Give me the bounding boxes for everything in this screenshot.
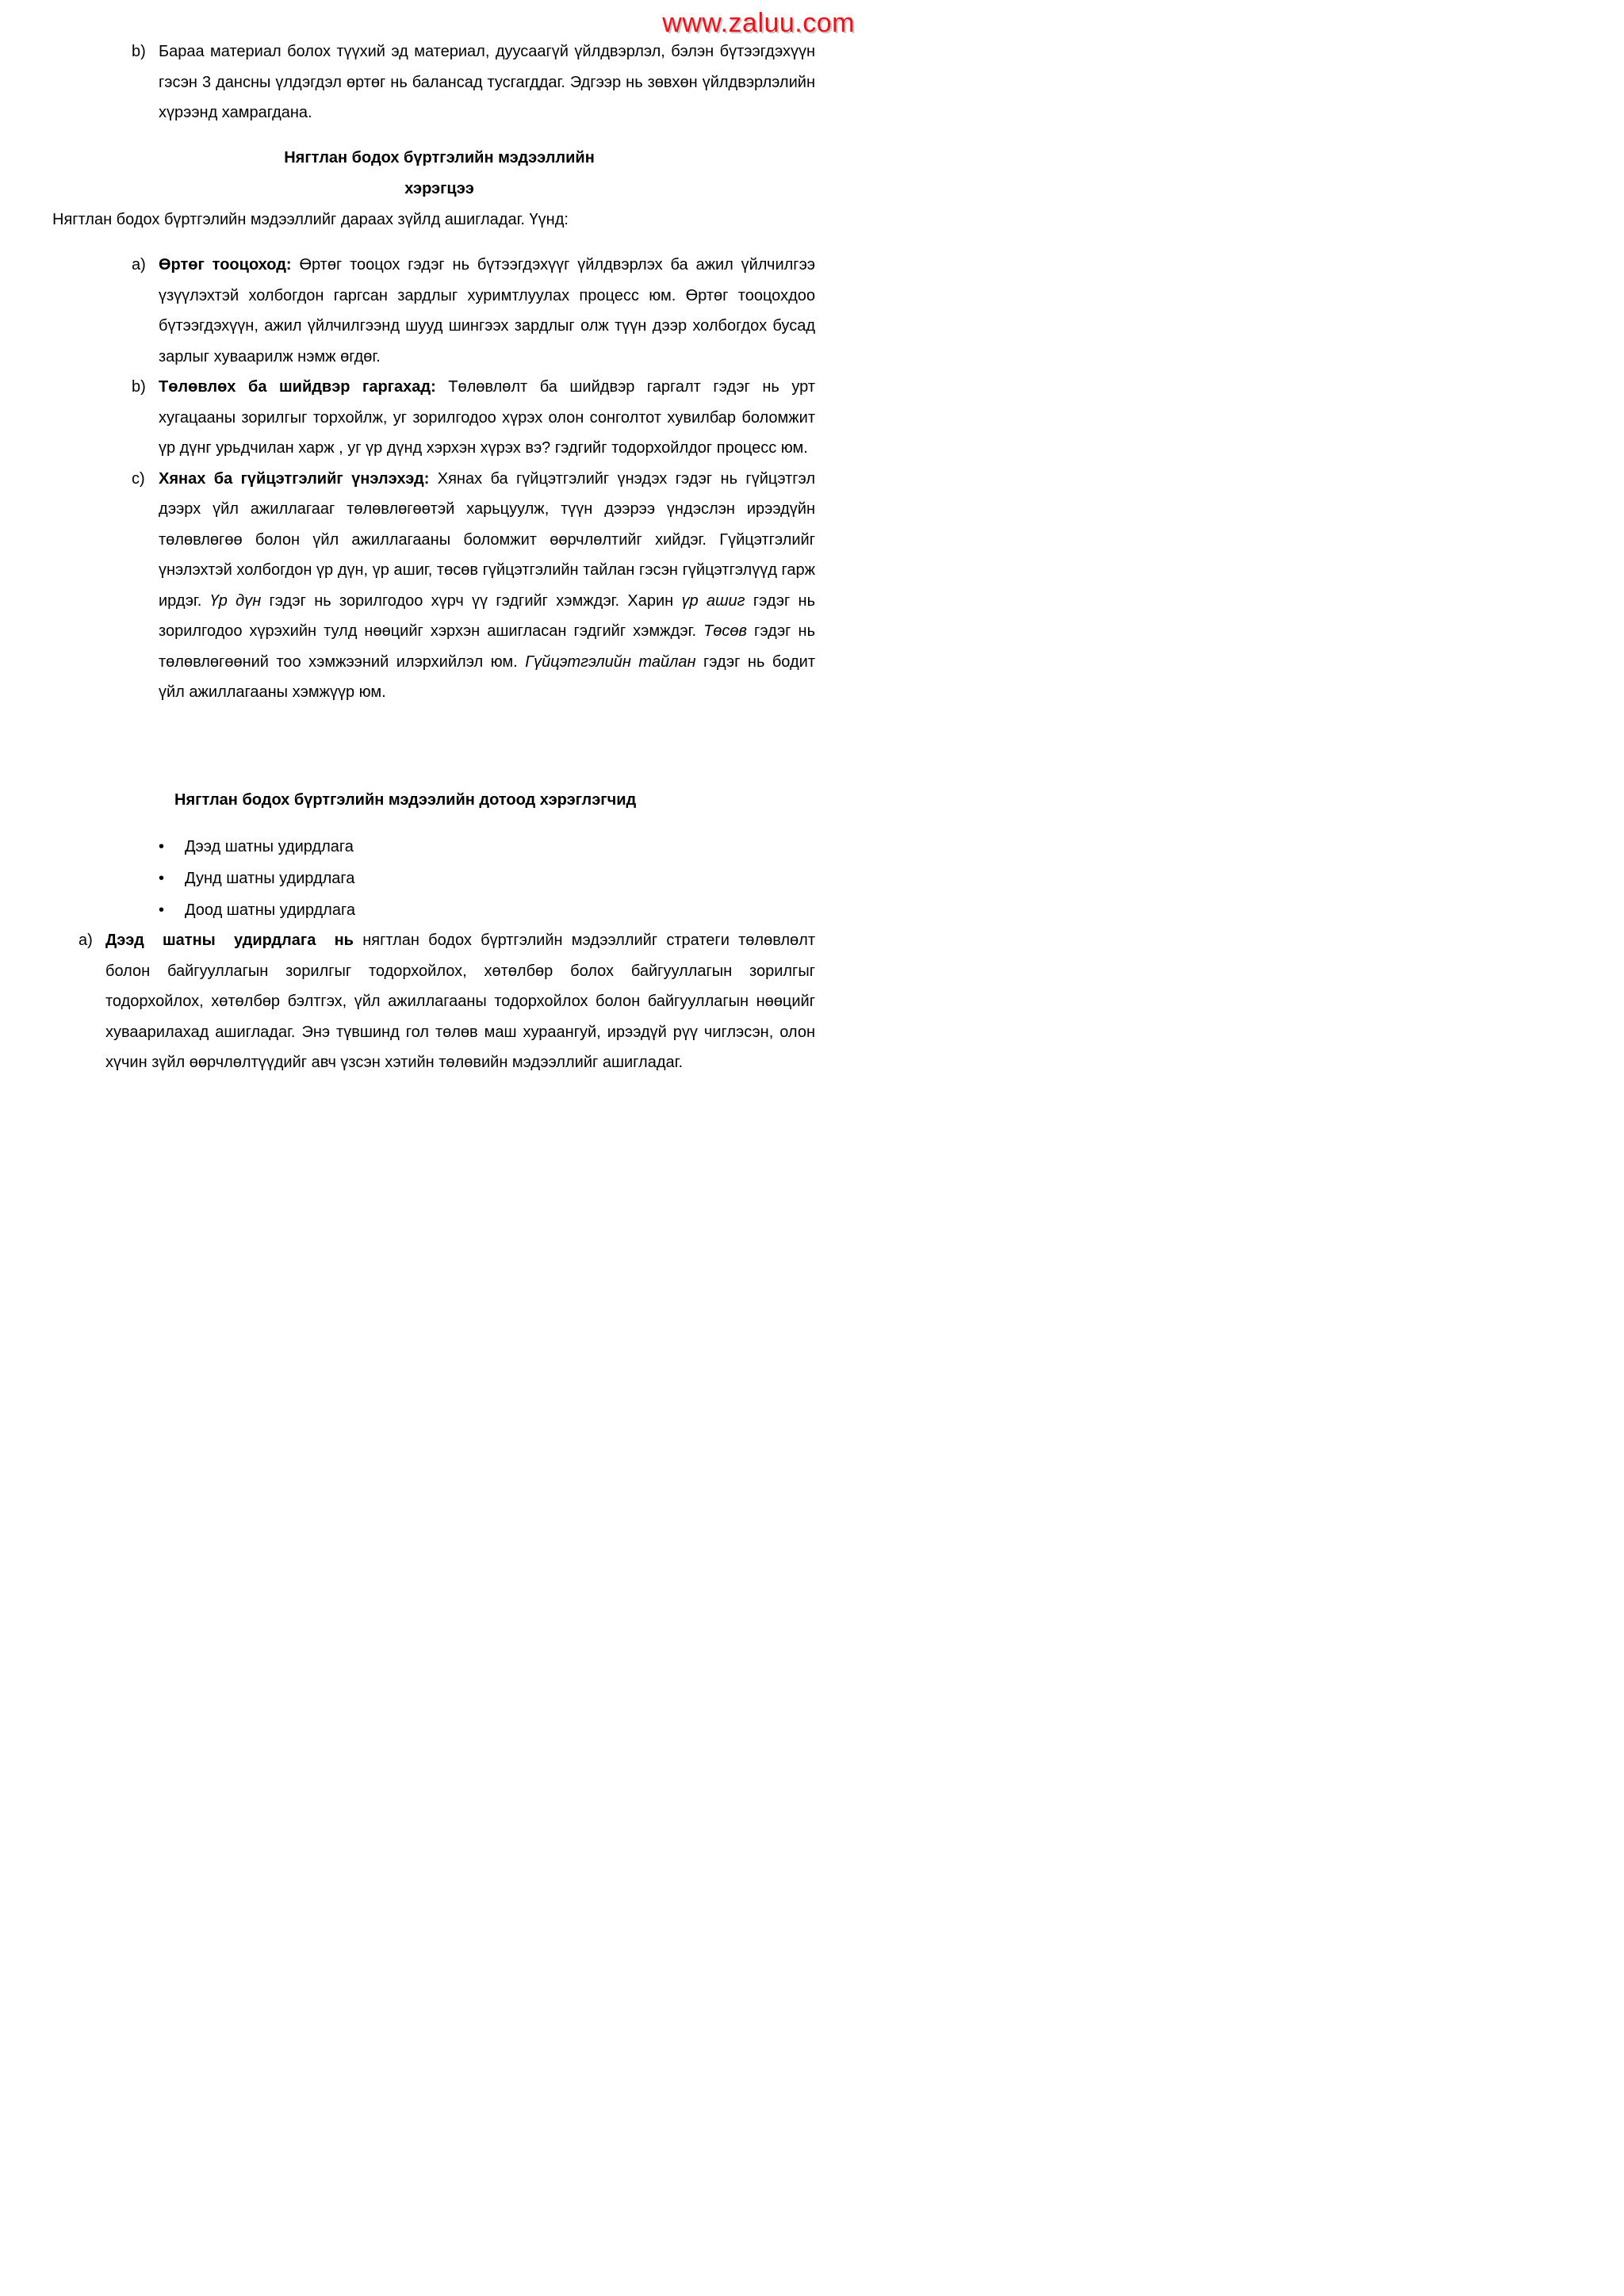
item-description: гэдэг нь төлөвлөгөөний тоо хэмжээний илэрхийлэл юм. — [159, 622, 815, 671]
item-description: гэдэг нь бодит үйл ажиллагааны хэмжүүр юм. — [159, 652, 815, 701]
bullet-item-lower-management — [159, 894, 355, 926]
list-item-planning — [132, 372, 815, 464]
list-marker: b) — [132, 378, 146, 396]
list-marker: a) — [132, 256, 146, 274]
heading-line-2: хэрэгцээ — [404, 179, 474, 197]
list-item-top-b — [132, 36, 815, 128]
list-item-control — [132, 464, 815, 708]
list-marker: c) — [132, 469, 145, 488]
list-marker: a) — [79, 932, 93, 949]
site-watermark: www.zaluu.com — [662, 8, 855, 38]
item-description: нягтлан бодох бүртгэлийн мэдээллийг стратеги төлөвлөлт болон байгууллагын зорилгыг тодорхойлох, хөтөлбөр болох байгууллагын зорилгыг тодорхойлох, хөтөлбөр бэлтгэх, үйл ажиллагааны тодорхойлох болон байгууллагын нөөцийг хуваарилахад ашигладаг. Энэ түвшинд гол төлөв маш хураангуй, ирээдүй рүү чиглэсэн, олон хүчин зүйл өөрчлөлтүүдийг авч үзсэн хэтийн төлөвийн мэдээллийг ашигладаг. — [105, 932, 815, 1071]
bullet-dot: • — [159, 901, 165, 919]
item-term: Дээд шатны удирдлага нь — [105, 932, 354, 949]
heading-line-1: Нягтлан бодох бүртгэлийн мэдээллийн — [284, 149, 595, 166]
item-term: Төлөвлөх ба шийдвэр гаргахад: — [159, 378, 436, 396]
item-italic-term: үр ашиг — [681, 591, 745, 610]
top-management-list — [79, 925, 815, 1078]
top-list — [132, 36, 815, 128]
item-term: Өртөг тооцоход: — [159, 256, 292, 274]
list-marker: b) — [132, 43, 146, 60]
item-term: Хянах ба гүйцэтгэлийг үнэлэхэд: — [159, 469, 430, 488]
bullet-item-top-management — [159, 831, 355, 863]
bullet-item-middle-management — [159, 863, 355, 894]
item-italic-term: Үр дүн — [209, 591, 262, 610]
item-description: Төлөвлөлт ба шийдвэр гаргалт гэдэг нь урт хугацааны зорилгыг торхойлж, уг зорилгодоо хүрэх олон сонголтот хувилбар боломжит үр дүнг урьдчилан харж , уг үр дүнд хэрхэн хүрэх вэ? гэдгийг тодорхойлдог процесс юм. — [159, 378, 815, 457]
bullet-dot: • — [159, 838, 165, 855]
list-item-text: Бараа материал болох түүхий эд материал, дуусаагүй үйлдвэрлэл, бэлэн бүтээгдэхүүн гэсэн 3 дансны үлдэгдэл өртөг нь балансад тусгагддаг. Эдгээр нь зөвхөн үйлдвэрлэлийн хүрээнд хамрагдана. — [159, 43, 815, 121]
bullet-text: Дээд шатны удирдлага — [185, 838, 354, 855]
section-heading-internal-users: Нягтлан бодох бүртгэлийн мэдээлийн дотоод хэрэглэгчид — [174, 791, 637, 809]
list-item-costing — [132, 250, 815, 372]
bullet-text: Дунд шатны удирдлага — [185, 870, 355, 887]
item-description: гэдэг нь зорилгодоо хүрэхийн тулд нөөцийг хэрхэн ашигласан гэдгийг хэмждэг. — [159, 591, 815, 640]
item-description: гэдэг нь зорилгодоо хүрч үү гэдгийг хэмждэг. Харин — [261, 591, 682, 610]
item-italic-term: Төсөв — [703, 622, 747, 640]
item-italic-term: Гүйцэтгэлийн тайлан — [525, 652, 696, 671]
bullet-dot: • — [159, 870, 165, 887]
internal-users-bullets — [159, 831, 355, 926]
section-heading-usage — [0, 143, 879, 204]
item-description: Хянах ба гүйцэтгэлийг үнэдэх гэдэг нь гүйцэтгэл дээрх үйл ажиллагааг төлөвлөгөөтэй харьцуулж, түүн дээрээ үндэслэн ирээдүйн төлөвлөгөө болон үйл ажиллагааны боломжит өөрчлөлтийг хийдэг. Гүйцэтгэлийг үнэлэхтэй холбогдон үр дүн, үр ашиг, төсөв гүйцэтгэлийн тайлан гэсэн гүйцэтгэлүүд гарж ирдэг. — [159, 469, 815, 610]
section-intro: Нягтлан бодох бүртгэлийн мэдээллийг дараах зүйлд ашигладаг. Үүнд: — [52, 211, 569, 228]
list-item-top-management — [79, 925, 815, 1078]
bullet-text: Доод шатны удирдлага — [185, 901, 355, 919]
usage-list — [132, 250, 815, 708]
item-description: Өртөг тооцох гэдэг нь бүтээгдэхүүг үйлдвэрлэх ба ажил үйлчилгээ үзүүлэхтэй холбогдон гаргсан зардлыг хуримтлуулах процесс юм. Өртөг тооцохдоо бүтээгдэхүүн, ажил үйлчилгээнд шууд шингээх зардлыг олж түүн дээр холбогдох бусад зарлыг хуваарилж нэмж өгдөг. — [159, 256, 815, 365]
